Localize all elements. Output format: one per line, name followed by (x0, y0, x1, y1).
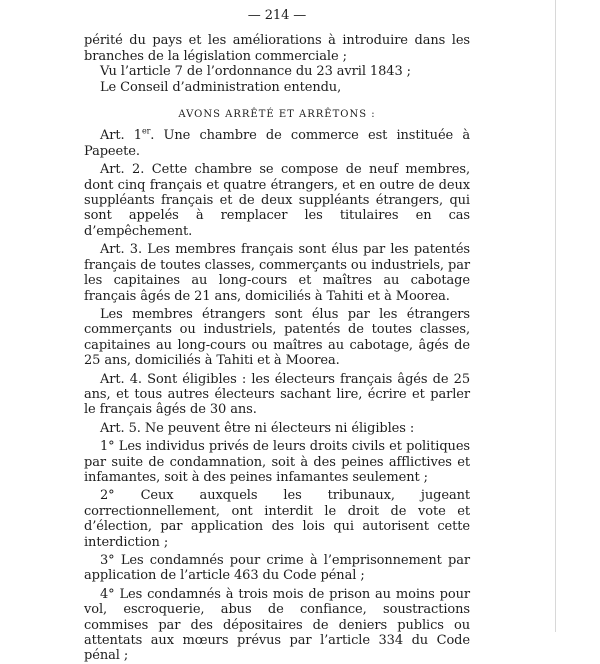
article-2: Art. 2. Cette chambre se compose de neuf membres, dont cinq français et quatre étrangers, et en outre de deux suppléants français et de deux suppléants étrangers, qui sont appelés à remplacer les titulaires en cas d’empêchement. (84, 162, 470, 239)
article-5-item-4: 4° Les condamnés à trois mois de prison au moins pour vol, escroquerie, abus de confiance, soustractions commises par des dépositaires de deniers publics ou attentats aux mœurs prévus par l’article 334 du Code pénal ; (84, 586, 470, 664)
article-5-item-1: 1° Les individus privés de leurs droits civils et politiques par suite de condamnation, soit à des peines afflictives et infamantes, soit à des peines infamantes seulement ; (84, 439, 470, 485)
paragraph-continuation: périté du pays et les améliorations à introduire dans les branches de la législation commerciale ; (84, 33, 470, 64)
article-3-foreign: Les membres étrangers sont élus par les étrangers commerçants ou industriels, patentés de toutes classes, capitaines au long-cours ou maîtres au cabotage, âgés de 25 ans, domiciliés à Tahiti et à Moorea. (84, 306, 470, 369)
article-1 (84, 128, 470, 159)
article-5-item-3: 3° Les condamnés pour crime à l’emprisonnement par application de l’article 463 du Code pénal ; (84, 553, 470, 584)
page-number: — 214 — (247, 8, 307, 23)
article-1-text: . Une chambre de commerce est instituée à Papeete. (84, 128, 470, 159)
article-5-item-2: 2° Ceux auxquels les tribunaux, jugeant correctionnellement, ont interdit le droit de vote et d’élection, par application des lois qui autorisent cette interdiction ; (84, 488, 470, 550)
page-edge-line (555, 0, 556, 632)
article-1-prefix: Art. 1 (100, 128, 142, 144)
paragraph-conseil: Le Conseil d’administration entendu, (100, 79, 342, 95)
section-heading: AVONS ARRÊTÉ ET ARRÊTONS : (178, 109, 376, 121)
page-text-block (84, 8, 470, 664)
article-5: Art. 5. Ne peuvent être ni électeurs ni éligibles : (100, 420, 415, 436)
article-4: Art. 4. Sont éligibles : les électeurs français âgés de 25 ans, et tous autres électeurs sachant lire, écrire et parler le français âgés de 30 ans. (84, 371, 470, 418)
article-3: Art. 3. Les membres français sont élus par les patentés français de toutes classes, commerçants ou industriels, par les capitaines au long-cours et maîtres au cabotage français âgés de 21 ans, domiciliés à Tahiti et à Moorea. (84, 242, 470, 304)
article-1-sup: er (141, 127, 151, 137)
paragraph-vu: Vu l’article 7 de l’ordonnance du 23 avril 1843 ; (100, 64, 411, 80)
